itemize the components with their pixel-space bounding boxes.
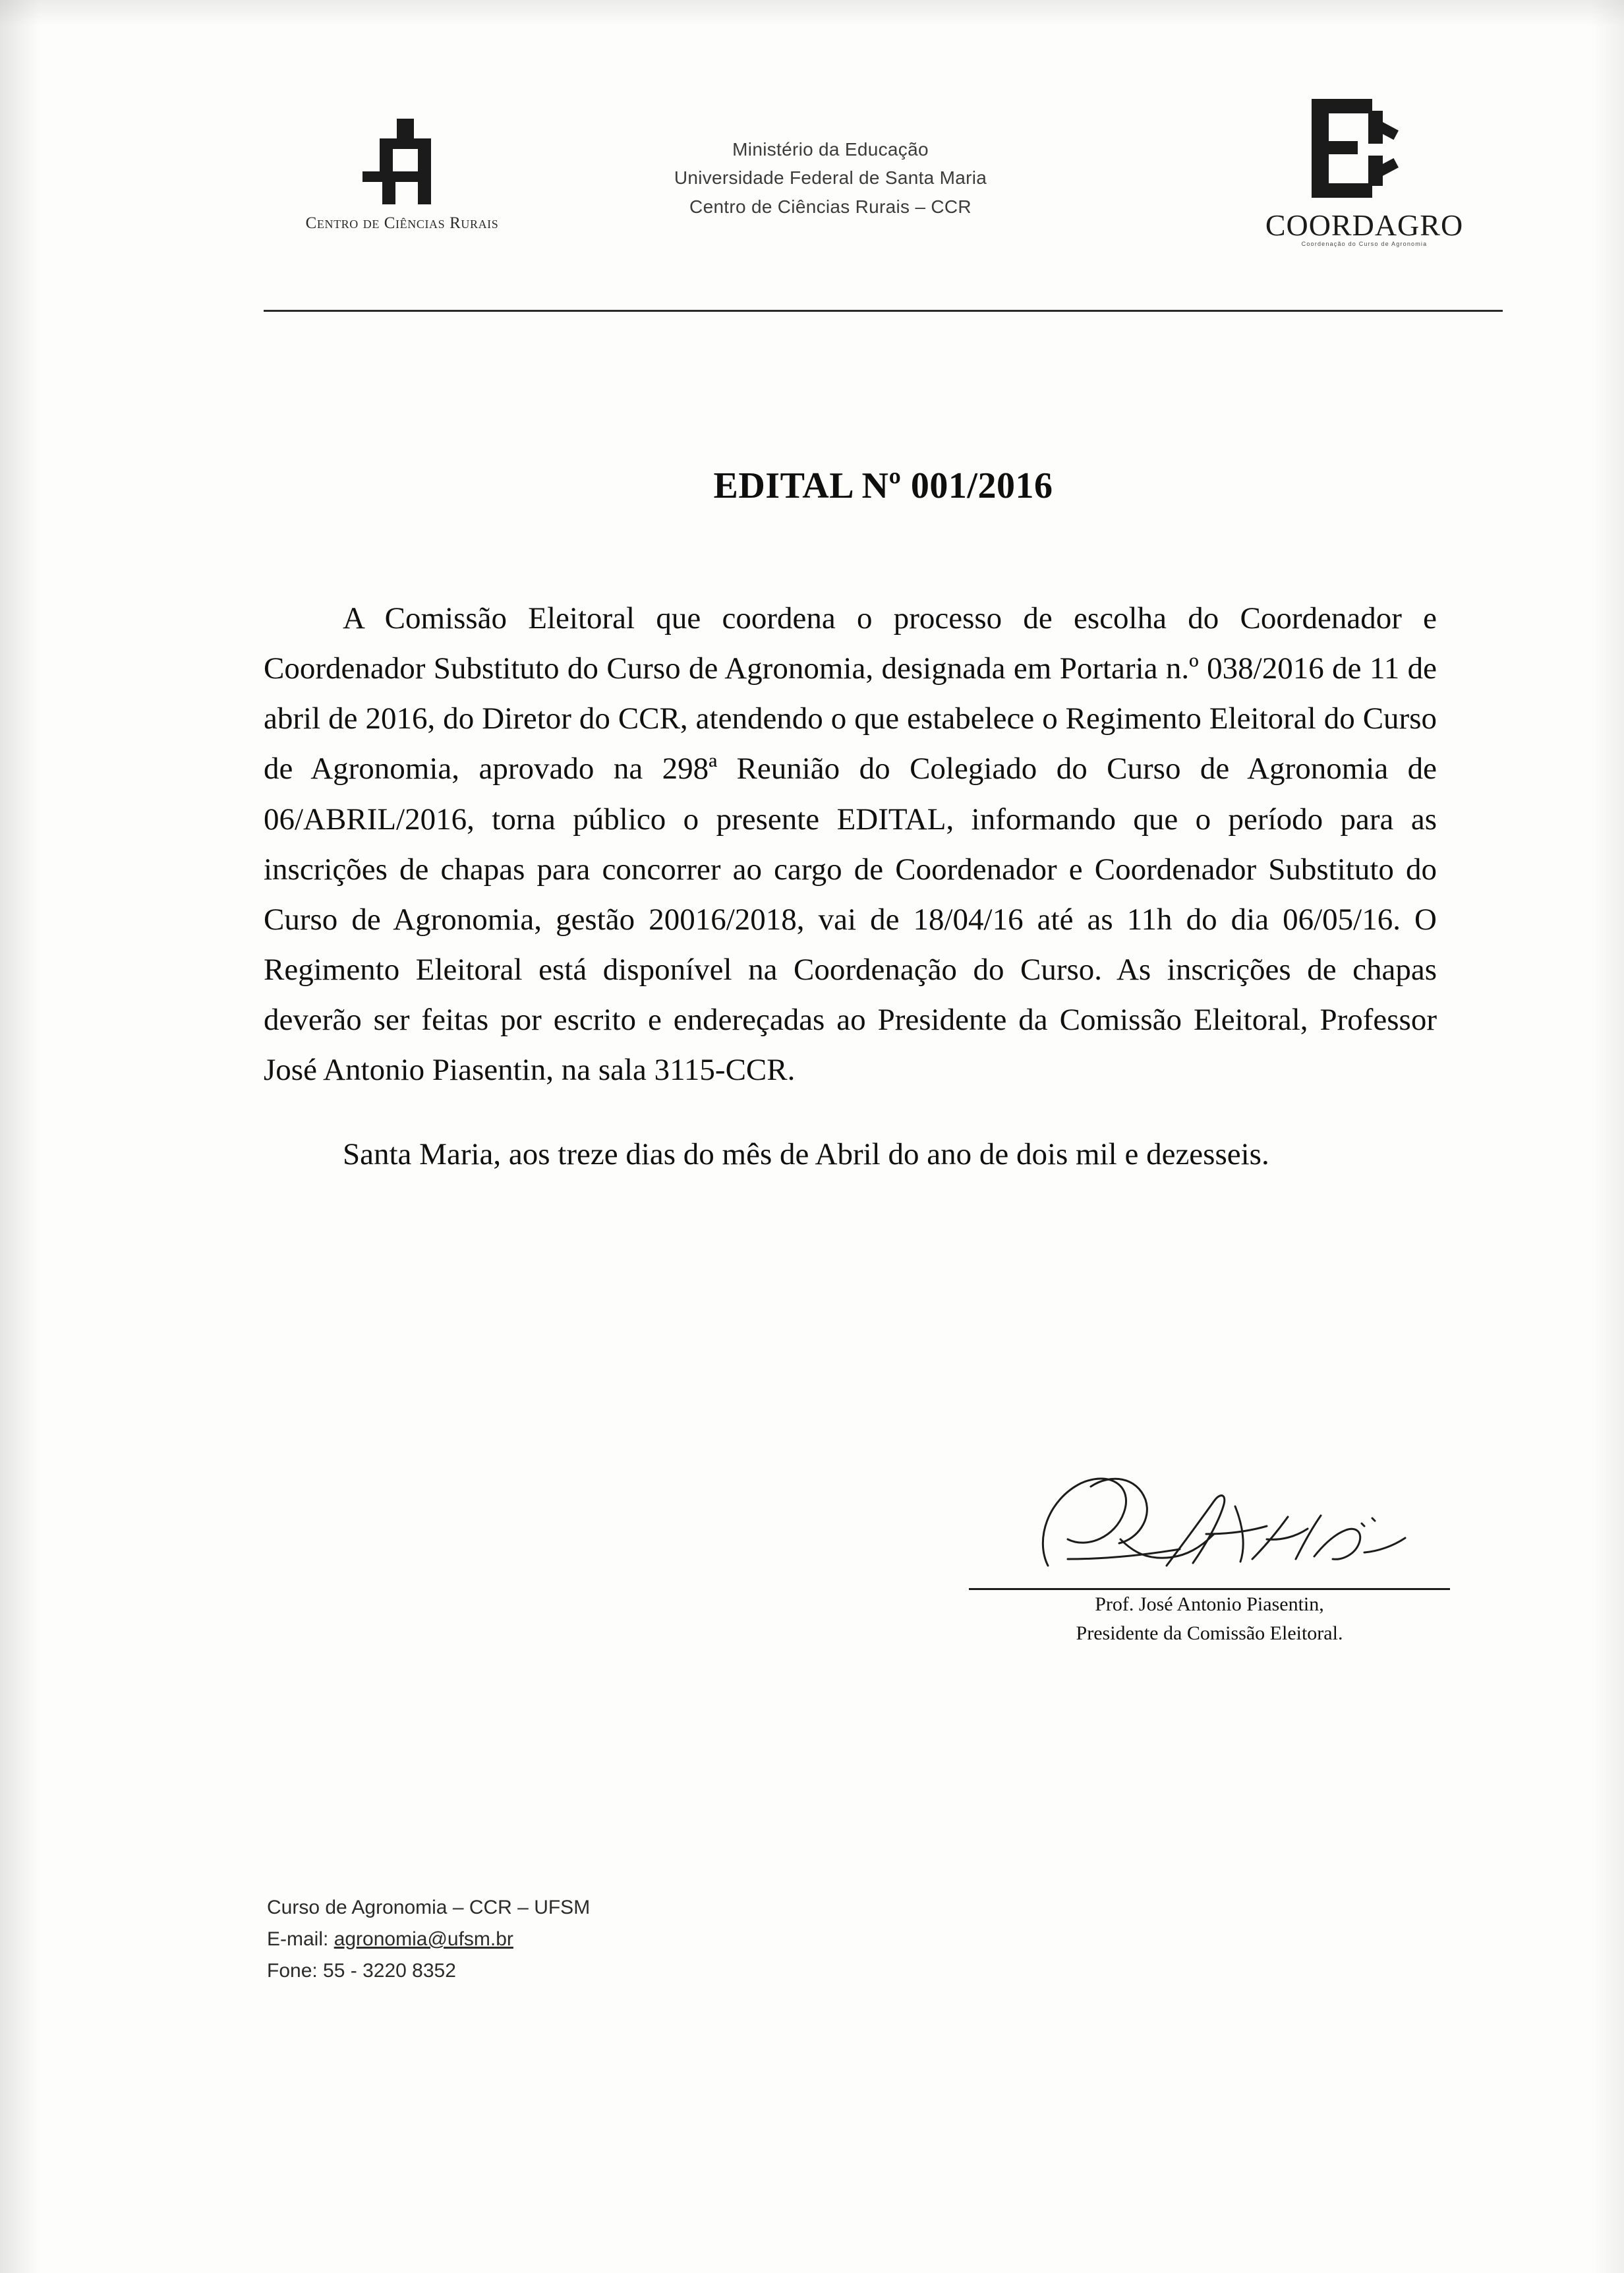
scan-shadow-top: [0, 0, 1624, 26]
ccr-emblem-icon: [362, 119, 448, 204]
coordagro-wordmark: COORDAGRO: [1265, 208, 1464, 242]
footer-phone-line: Fone: 55 - 3220 8352: [267, 1960, 456, 1982]
institution-line-2: Universidade Federal de Santa Maria: [674, 167, 987, 189]
institution-line-1: Ministério da Educação: [732, 139, 929, 160]
letterhead: [264, 99, 1503, 297]
ccr-logo: [264, 119, 540, 251]
coordagro-emblem-icon: [1312, 99, 1397, 198]
handwritten-signature-icon: [969, 1460, 1450, 1592]
signatory-role: Presidente da Comissão Eleitoral.: [1076, 1622, 1343, 1644]
footer-email-link[interactable]: agronomia@ufsm.br: [334, 1928, 513, 1950]
header-divider: [264, 310, 1503, 312]
footer-contact: [267, 1892, 1190, 1987]
footer-email-label: E-mail:: [267, 1928, 334, 1950]
paragraph-main: A Comissão Eleitoral que coordena o processo de escolha do Coordenador e Coordenador Substituto do Curso de Agronomia, designada em Portaria n.º 038/2016 de 11 de abril de 2016, do Diretor do CCR, atendendo o que estabelece o Regimento Eleitoral do Curso de Agronomia, aprovado na 298ª Reunião do Colegiado do Curso de Agronomia de 06/ABRIL/2016, torna público o presente EDITAL, informando que o período para as inscrições de chapas para concorrer ao cargo de Coordenador e Coordenador Substituto do Curso de Agronomia, gestão 20016/2018, vai de 18/04/16 até as 11h do dia 06/05/16. O Regimento Eleitoral está disponível na Coordenação do Curso. As inscrições de chapas deverão ser feitas por escrito e endereçadas ao Presidente da Comissão Eleitoral, Professor José Antonio Piasentin, na sala 3115-CCR.: [264, 601, 1437, 1088]
institution-heading: [514, 135, 1147, 221]
ccr-logo-caption: Centro de Ciências Rurais: [305, 214, 499, 232]
signatory-name: Prof. José Antonio Piasentin,: [1095, 1593, 1324, 1615]
paragraph-place-date: Santa Maria, aos treze dias do mês de Abril do ano de dois mil e dezesseis.: [343, 1137, 1269, 1172]
scan-shadow-right: [1591, 0, 1624, 2273]
footer-course-line: Curso de Agronomia – CCR – UFSM: [267, 1897, 591, 1918]
signature-block: [969, 1460, 1450, 1647]
scan-shadow-left: [0, 0, 40, 2273]
page-title: EDITAL Nº 001/2016: [713, 465, 1053, 506]
footer-email-line: [267, 1924, 1190, 1955]
coordagro-subtitle: Coordenação do Curso de Agronomia: [1301, 241, 1428, 247]
coordagro-logo: [1232, 99, 1496, 251]
institution-line-3: Centro de Ciências Rurais – CCR: [689, 196, 972, 217]
document-body: [264, 593, 1437, 1214]
